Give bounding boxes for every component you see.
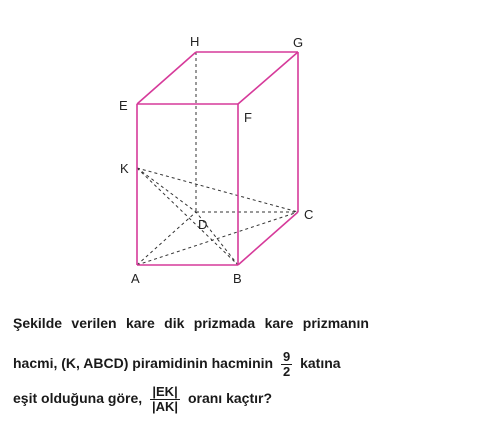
question-text: katına — [300, 355, 341, 372]
fraction-denominator: |AK| — [152, 399, 179, 414]
label-A: A — [131, 271, 140, 286]
question-text: eşit olduğuna göre, — [13, 390, 143, 407]
label-E: E — [119, 98, 128, 113]
edge-KC — [137, 168, 298, 212]
label-B: B — [233, 271, 242, 286]
diag-AC — [137, 212, 298, 265]
edge-FG — [238, 52, 298, 104]
edge-EH — [137, 52, 196, 104]
label-F: F — [244, 110, 252, 125]
question-line-1: Şekilde verilen kare dik prizmada kare prizmanın — [13, 315, 369, 331]
ratio-denominator: 2 — [282, 364, 291, 379]
ratio-fraction — [281, 350, 292, 379]
fraction-numerator: |EK| — [150, 385, 180, 400]
ratio-numerator: 9 — [282, 349, 291, 364]
edge-AD — [137, 212, 196, 265]
edge-KB — [137, 168, 238, 265]
label-H: H — [190, 34, 200, 49]
label-D: D — [198, 217, 208, 232]
edge-BC — [238, 212, 298, 265]
label-G: G — [293, 35, 304, 50]
question-line-3 — [13, 385, 272, 414]
label-C: C — [304, 207, 314, 222]
question-line-2 — [13, 350, 341, 379]
label-K: K — [120, 161, 129, 176]
edge-KD — [137, 168, 196, 212]
question-text: hacmi, (K, ABCD) piramidinin hacminin — [13, 355, 274, 372]
answer-fraction — [150, 385, 180, 414]
question-text: oranı kaçtır? — [187, 390, 272, 407]
